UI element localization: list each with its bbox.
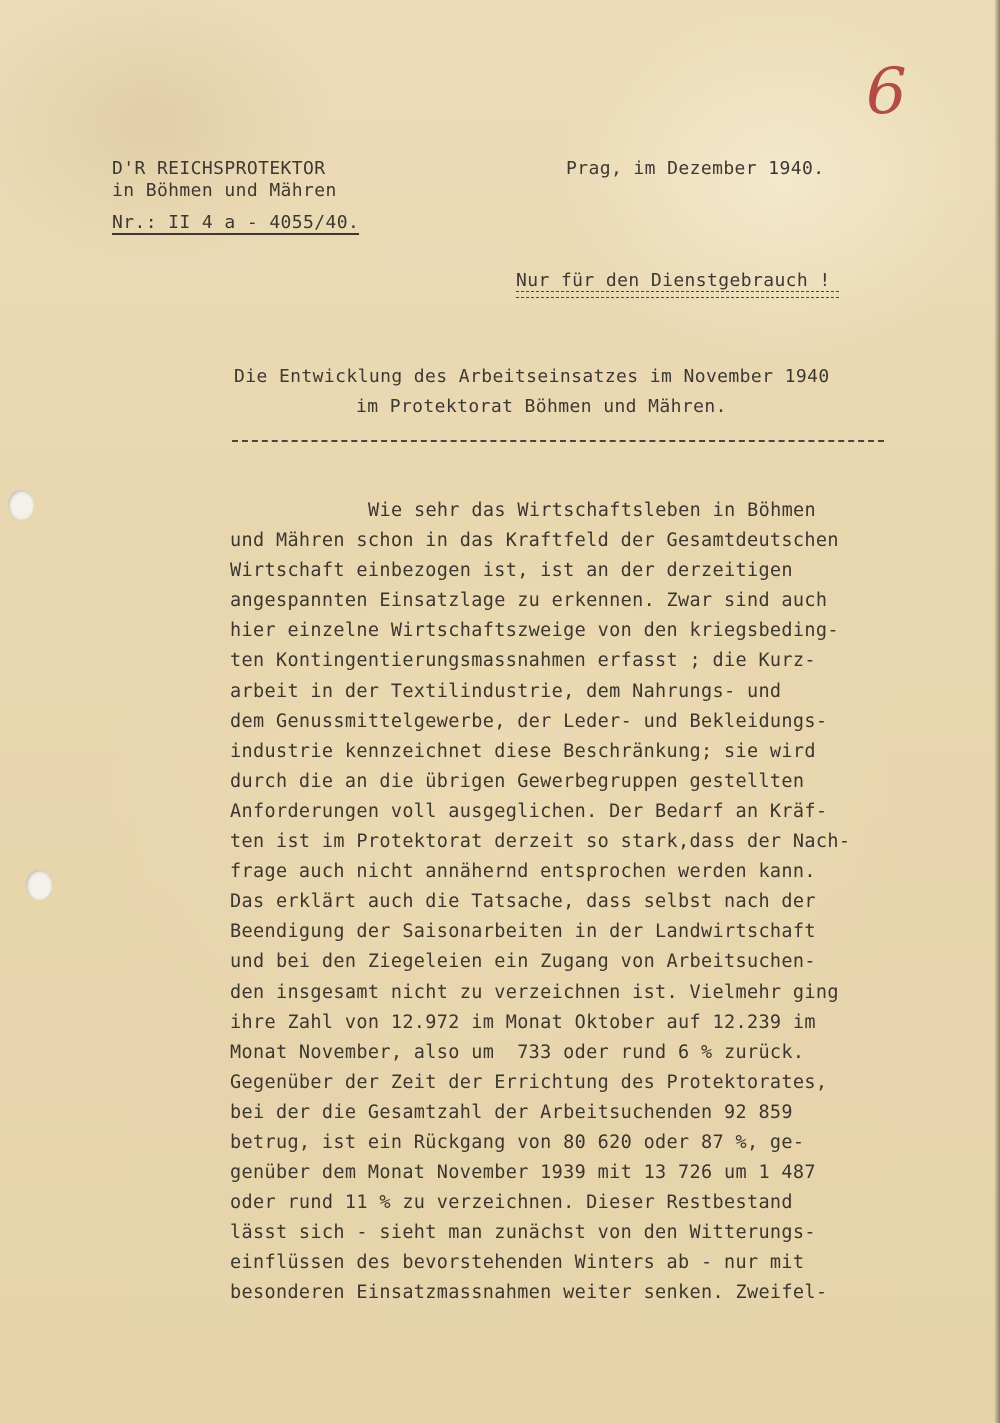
body-line: arbeit in der Textilindustrie, dem Nahrungs- und	[230, 680, 782, 702]
body-line: angespannten Einsatzlage zu erkennen. Zwar sind auch	[230, 590, 828, 612]
body-line: Das erklärt auch die Tatsache, dass selbst nach der	[230, 891, 816, 913]
body-line: durch die an die übrigen Gewerbegruppen gestellten	[230, 770, 805, 792]
body-text	[230, 496, 910, 1309]
body-line: bei der die Gesamtzahl der Arbeitsuchenden 92 859	[230, 1101, 793, 1123]
document-date: Prag, im Dezember 1940.	[566, 158, 825, 179]
body-line: Gegenüber der Zeit der Errichtung des Protektorates,	[230, 1071, 828, 1093]
document-title-line-1: Die Entwicklung des Arbeitseinsatzes im November 1940	[234, 366, 830, 387]
document-title-line-2: im Protektorat Böhmen und Mähren.	[356, 396, 727, 417]
sender-region: in Böhmen und Mähren	[112, 180, 337, 201]
sender-authority: D'R REICHSPROTEKTOR	[112, 158, 326, 179]
body-line: Wie sehr das Wirtschaftsleben in Böhmen	[368, 500, 817, 521]
title-divider	[232, 440, 884, 442]
body-line: Beendigung der Saisonarbeiten in der Landwirtschaft	[230, 921, 816, 943]
body-line: betrug, ist ein Rückgang von 80 620 oder 87 %, ge-	[230, 1131, 805, 1153]
body-line: hier einzelne Wirtschaftszweige von den kriegsbeding-	[230, 620, 839, 642]
body-line: Anforderungen voll ausgeglichen. Der Bedarf an Kräf-	[230, 800, 828, 822]
handwritten-page-number: 6	[866, 55, 907, 129]
body-line: genüber dem Monat November 1939 mit 13 726 um 1 487	[230, 1162, 816, 1184]
body-line: einflüssen des bevorstehenden Winters ab - nur mit	[230, 1252, 805, 1274]
body-line: dem Genussmittelgewerbe, der Leder- und Bekleidungs-	[230, 710, 828, 732]
punch-hole-bottom	[26, 870, 52, 900]
body-line: den insgesamt nicht zu verzeichnen ist. Vielmehr ging	[230, 981, 839, 1003]
body-line: besonderen Einsatzmassnahmen weiter senken. Zweifel-	[230, 1282, 828, 1304]
body-line: ten Kontingentierungsmassnahmen erfasst ; die Kurz-	[230, 650, 816, 672]
body-line: und Mähren schon in das Kraftfeld der Gesamtdeutschen	[230, 530, 839, 552]
page-edge-shadow	[994, 0, 1000, 1423]
reference-number: Nr.: II 4 a - 4055/40.	[112, 212, 360, 233]
body-line: frage auch nicht annähernd entsprochen werden kann.	[230, 861, 816, 883]
classification-notice: Nur für den Dienstgebrauch !	[516, 270, 831, 291]
body-line: ten ist im Protektorat derzeit so stark,dass der Nach-	[230, 831, 851, 853]
body-line: ihre Zahl von 12.972 im Monat Oktober auf 12.239 im	[230, 1011, 816, 1033]
body-line: Wirtschaft einbezogen ist, ist an der derzeitigen	[230, 560, 793, 582]
body-line: Monat November, also um 733 oder rund 6 % zurück.	[230, 1041, 805, 1063]
body-line: industrie kennzeichnet diese Beschränkung; sie wird	[230, 740, 816, 762]
punch-hole-top	[8, 490, 34, 520]
body-line: lässt sich - sieht man zunächst von den Witterungs-	[230, 1222, 816, 1244]
body-line: oder rund 11 % zu verzeichnen. Dieser Restbestand	[230, 1192, 793, 1214]
body-line: und bei den Ziegeleien ein Zugang von Arbeitsuchen-	[230, 951, 816, 973]
